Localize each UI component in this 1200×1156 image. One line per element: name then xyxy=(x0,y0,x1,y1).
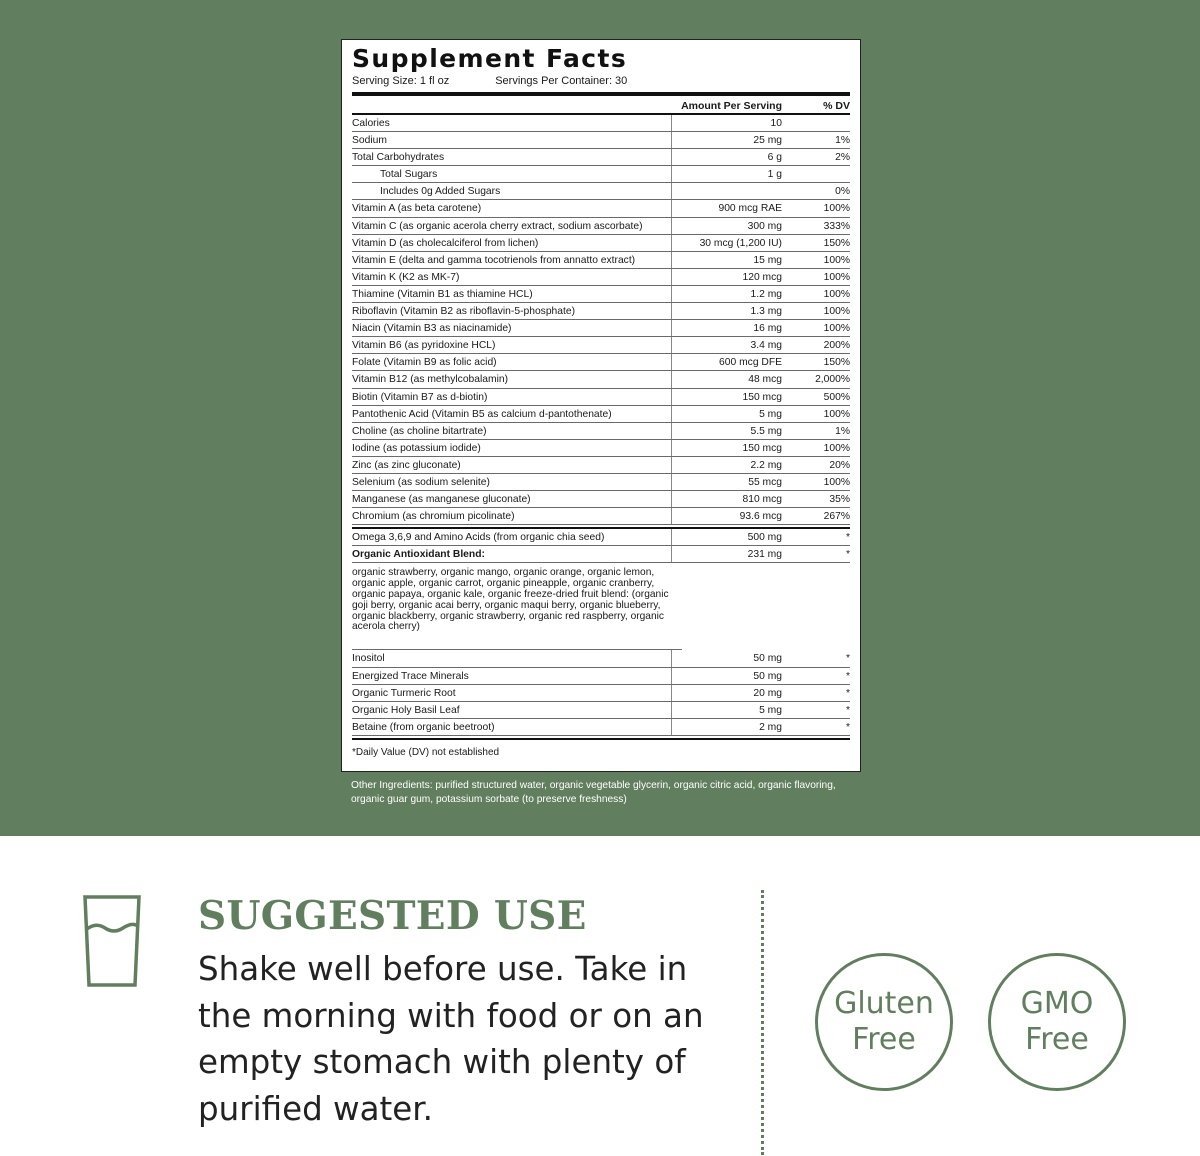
table-cell-dv: * xyxy=(845,670,850,682)
table-row xyxy=(352,337,850,354)
table-cell-dv: 100% xyxy=(823,254,850,266)
table-row xyxy=(352,668,850,685)
table-cell-dv: 2,000% xyxy=(815,374,850,386)
table-cell-dv: 100% xyxy=(823,271,850,283)
table-cell-amount: 30 mcg (1,200 IU) xyxy=(699,237,782,249)
table-row xyxy=(352,286,850,303)
table-cell-name: Zinc (as zinc gluconate) xyxy=(352,457,672,473)
table-cell-amount: 50 mg xyxy=(753,653,782,665)
table-cell-name: Riboflavin (Vitamin B2 as riboflavin-5-phosphate) xyxy=(352,303,672,319)
table-cell-dv: 100% xyxy=(823,408,850,420)
table-row xyxy=(352,719,850,736)
table-row xyxy=(352,166,850,183)
table-row xyxy=(352,474,850,491)
table-cell-name: Organic Turmeric Root xyxy=(352,685,672,701)
table-row xyxy=(352,115,850,132)
table-cell-name: Niacin (Vitamin B3 as niacinamide) xyxy=(352,320,672,336)
table-cell-name: Iodine (as potassium iodide) xyxy=(352,440,672,456)
table-cell-amount: 10 xyxy=(770,118,782,129)
table-cell-amount: 5.5 mg xyxy=(750,425,782,437)
table-row-omega: Omega 3,6,9 and Amino Acids (from organic chia seed) 500 mg * xyxy=(352,529,850,546)
table-row xyxy=(352,183,850,200)
table-cell-dv: 100% xyxy=(823,288,850,300)
facts-header-row xyxy=(352,98,850,115)
table-cell-dv: 150% xyxy=(823,357,850,369)
table-cell-name: Vitamin K (K2 as MK-7) xyxy=(352,269,672,285)
table-row xyxy=(352,200,850,217)
table-cell-dv xyxy=(782,115,850,131)
table-cell-dv: * xyxy=(845,704,850,716)
serving-size: Serving Size: 1 fl oz xyxy=(352,75,450,87)
table-row xyxy=(352,389,850,406)
table-cell-amount: 150 mcg xyxy=(742,391,782,403)
table-cell-amount xyxy=(672,183,782,199)
table-cell-amount: 2 mg xyxy=(759,721,782,733)
other-ingredient-rows xyxy=(352,650,850,735)
table-cell-amount: 1.3 mg xyxy=(750,306,782,318)
table-cell-dv: 35% xyxy=(829,494,850,506)
table-row xyxy=(352,491,850,508)
table-row xyxy=(352,650,850,667)
table-row xyxy=(352,685,850,702)
facts-title: Supplement Facts xyxy=(352,44,628,73)
serving-info xyxy=(352,74,850,88)
table-cell-name: Vitamin C (as organic acerola cherry extract, sodium ascorbate) xyxy=(352,218,672,234)
water-glass-icon xyxy=(82,895,142,987)
table-cell-amount: 15 mg xyxy=(753,254,782,266)
antioxidant-blend-description: organic strawberry, organic mango, organic orange, organic lemon, organic apple, organic carrot, organic pineapple, organic cranberry, organic papaya, organic kale, organic freeze-dried fruit blend: (organic goji berry, organic acai berry, organic maqui berry, organic blueberry, organic blackberry, organic strawberry, organic red raspberry, organic acerola cherry) xyxy=(352,563,682,650)
table-cell-amount: 3.4 mg xyxy=(750,340,782,352)
gmo-free-badge: GMO Free xyxy=(988,953,1126,1091)
table-cell-name: Inositol xyxy=(352,650,672,666)
table-cell-amount: 25 mg xyxy=(753,135,782,147)
table-cell-name: Total Sugars xyxy=(352,166,672,182)
table-cell-name: Vitamin D (as cholecalciferol from lichen) xyxy=(352,235,672,251)
nutrient-rows xyxy=(352,115,850,525)
table-cell-amount: 810 mcg xyxy=(742,494,782,506)
table-row xyxy=(352,423,850,440)
table-cell-name: Calories xyxy=(352,115,672,131)
table-row xyxy=(352,457,850,474)
table-cell-dv: 1% xyxy=(835,135,850,147)
table-cell-amount: 48 mcg xyxy=(748,374,782,386)
table-cell-dv xyxy=(782,166,850,182)
table-cell-dv: 200% xyxy=(823,340,850,352)
table-cell-name: Chromium (as chromium picolinate) xyxy=(352,508,672,524)
table-cell-dv: 100% xyxy=(823,306,850,318)
table-cell-name: Biotin (Vitamin B7 as d-biotin) xyxy=(352,389,672,405)
table-cell-amount: 900 mcg RAE xyxy=(718,203,782,215)
other-ingredients-text: Other Ingredients: purified structured water, organic vegetable glycerin, organic citric acid, organic flavoring, organic guar gum, potassium sorbate (to preserve freshness) xyxy=(351,780,836,805)
table-cell-dv: * xyxy=(845,653,850,665)
table-cell-name: Vitamin A (as beta carotene) xyxy=(352,200,672,216)
table-cell-amount: 120 mcg xyxy=(742,271,782,283)
table-cell-name: Vitamin E (delta and gamma tocotrienols from annatto extract) xyxy=(352,252,672,268)
table-cell-name: Organic Holy Basil Leaf xyxy=(352,702,672,718)
table-cell-name: Thiamine (Vitamin B1 as thiamine HCL) xyxy=(352,286,672,302)
table-cell-name: Includes 0g Added Sugars xyxy=(352,183,672,199)
table-cell-dv: 20% xyxy=(829,459,850,471)
table-row xyxy=(352,218,850,235)
header-dv: % DV xyxy=(823,100,850,112)
table-cell-dv: 2% xyxy=(835,152,850,164)
table-cell-amount: 1 g xyxy=(767,169,782,181)
table-cell-dv: 150% xyxy=(823,237,850,249)
table-cell-amount: 20 mg xyxy=(753,687,782,699)
table-cell-name: Sodium xyxy=(352,132,672,148)
table-cell-amount: 6 g xyxy=(767,152,782,164)
table-cell-name: Total Carbohydrates xyxy=(352,149,672,165)
table-cell-amount: 300 mg xyxy=(747,220,782,232)
table-cell-dv: 100% xyxy=(823,323,850,335)
table-cell-amount: 5 mg xyxy=(759,408,782,420)
table-cell-name: Selenium (as sodium selenite) xyxy=(352,474,672,490)
table-row xyxy=(352,440,850,457)
table-row-antioxidant-blend: Organic Antioxidant Blend: 231 mg * xyxy=(352,546,850,563)
table-cell-dv: 100% xyxy=(823,203,850,215)
table-row xyxy=(352,371,850,388)
table-row xyxy=(352,303,850,320)
table-cell-dv: 1% xyxy=(835,425,850,437)
table-cell-amount: 16 mg xyxy=(753,323,782,335)
table-row xyxy=(352,269,850,286)
table-row xyxy=(352,132,850,149)
table-row xyxy=(352,320,850,337)
table-row xyxy=(352,702,850,719)
table-cell-dv: 0% xyxy=(835,186,850,198)
table-cell-dv: 100% xyxy=(823,476,850,488)
table-cell-name: Betaine (from organic beetroot) xyxy=(352,719,672,735)
table-cell-name: Choline (as choline bitartrate) xyxy=(352,423,672,439)
table-cell-name: Pantothenic Acid (Vitamin B5 as calcium d-pantothenate) xyxy=(352,406,672,422)
table-row xyxy=(352,252,850,269)
table-cell-name: Manganese (as manganese gluconate) xyxy=(352,491,672,507)
table-row xyxy=(352,149,850,166)
table-cell-dv: * xyxy=(845,721,850,733)
header-amount: Amount Per Serving xyxy=(681,100,782,112)
table-cell-amount: 150 mcg xyxy=(742,442,782,454)
table-row xyxy=(352,406,850,423)
table-cell-amount: 1.2 mg xyxy=(750,288,782,300)
table-cell-name: Vitamin B6 (as pyridoxine HCL) xyxy=(352,337,672,353)
table-cell-amount: 93.6 mcg xyxy=(739,511,782,523)
table-cell-dv: 333% xyxy=(823,220,850,232)
gluten-free-badge: Gluten Free xyxy=(815,953,953,1091)
table-cell-name: Vitamin B12 (as methylcobalamin) xyxy=(352,371,672,387)
suggested-use-text: Shake well before use. Take in the morning with food or on an empty stomach with plenty of purified water. xyxy=(198,950,704,1128)
table-row xyxy=(352,508,850,525)
table-cell-amount: 5 mg xyxy=(759,704,782,716)
table-row xyxy=(352,354,850,371)
thick-divider xyxy=(352,92,850,96)
table-row xyxy=(352,235,850,252)
dv-footnote: *Daily Value (DV) not established xyxy=(352,746,500,758)
table-cell-dv: * xyxy=(845,687,850,699)
table-cell-dv: 100% xyxy=(823,442,850,454)
supplement-facts-panel xyxy=(341,39,861,772)
table-cell-name: Energized Trace Minerals xyxy=(352,668,672,684)
suggested-use-title: SUGGESTED USE xyxy=(198,893,587,939)
servings-per-container: Servings Per Container: 30 xyxy=(495,75,628,87)
table-cell-name: Folate (Vitamin B9 as folic acid) xyxy=(352,354,672,370)
table-cell-amount: 2.2 mg xyxy=(750,459,782,471)
table-cell-dv: 267% xyxy=(823,511,850,523)
table-cell-amount: 600 mcg DFE xyxy=(719,357,782,369)
table-cell-amount: 50 mg xyxy=(753,670,782,682)
table-cell-amount: 55 mcg xyxy=(748,476,782,488)
dotted-divider xyxy=(761,890,764,1155)
table-cell-dv: 500% xyxy=(823,391,850,403)
